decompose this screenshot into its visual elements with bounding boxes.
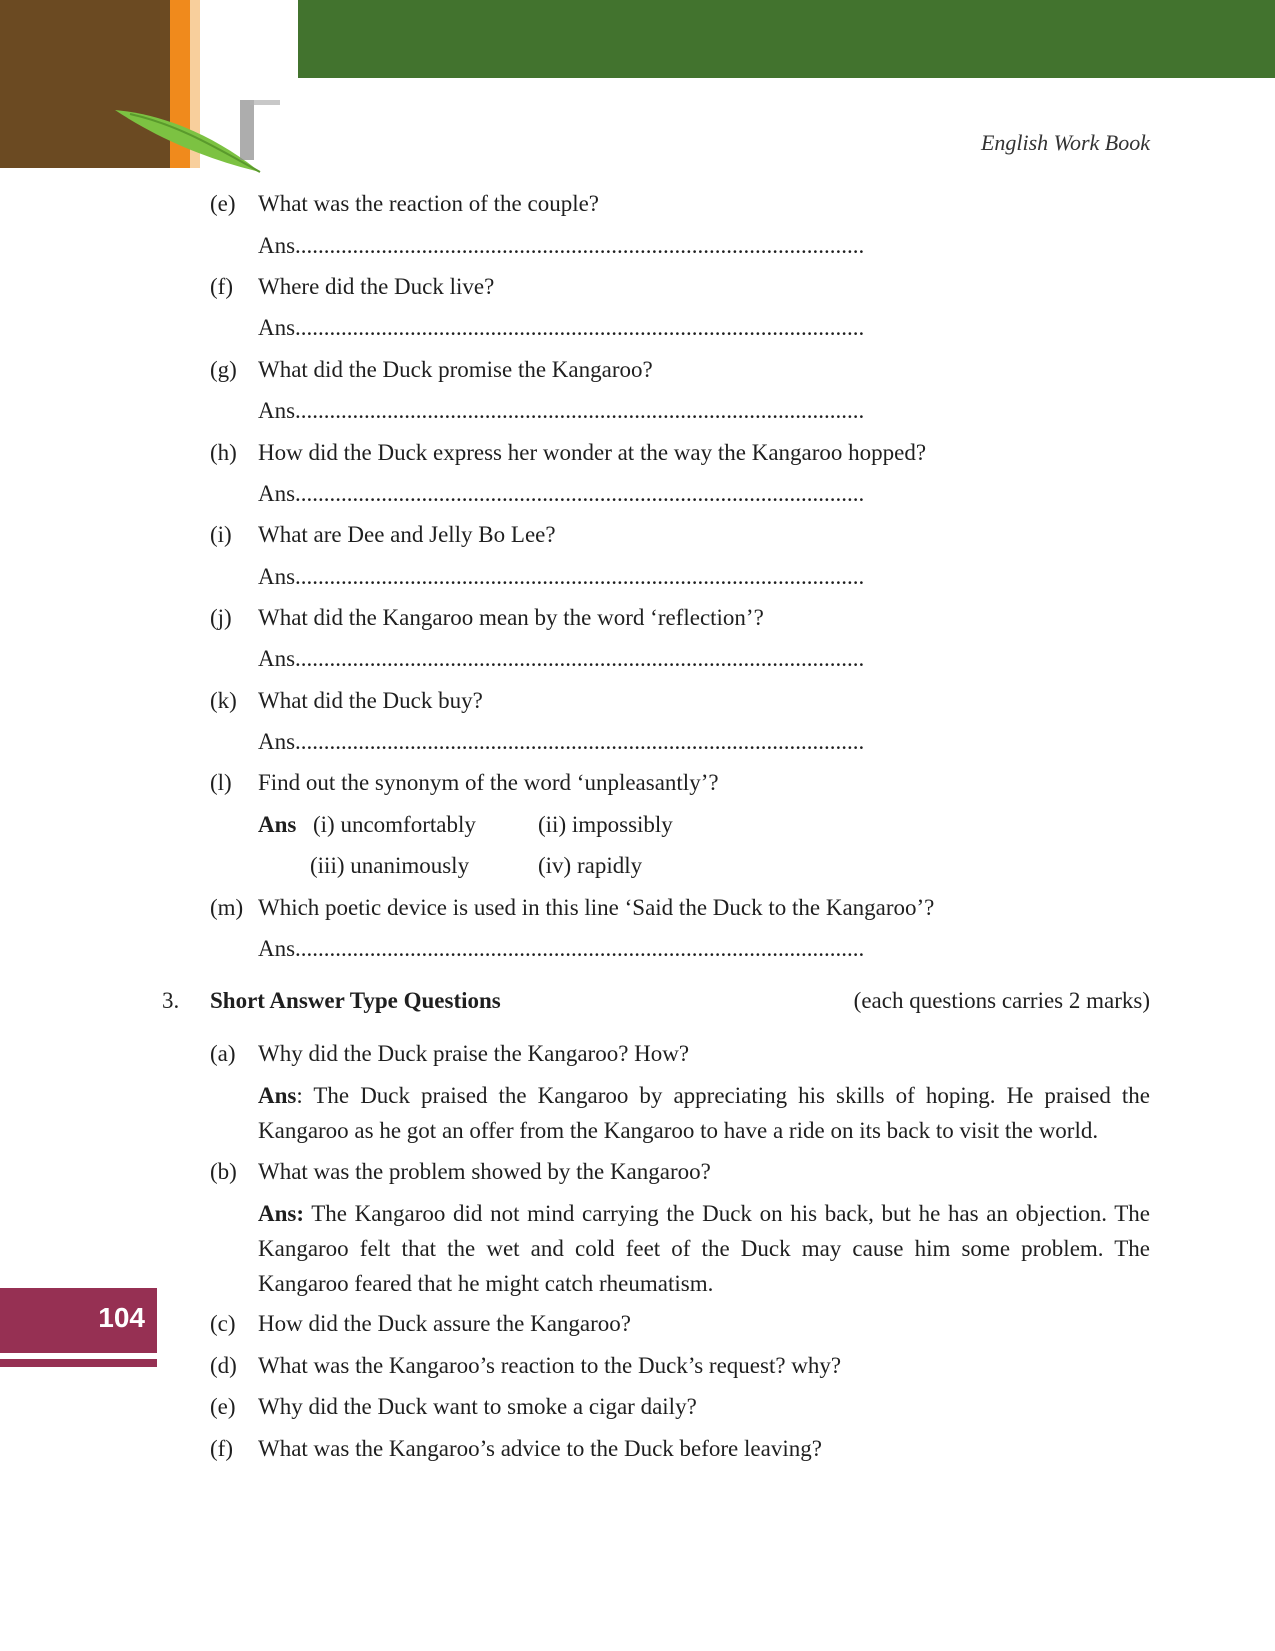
section-number: 3. [162,988,180,1013]
question-label: (f) [210,274,233,299]
book-title: English Work Book [980,130,1150,155]
question-text: What was the problem showed by the Kangaroo? [258,1159,711,1184]
answer-line: Ans................................................................................................... [258,398,865,423]
question-label: (d) [210,1353,237,1378]
answer-line: Ans................................................................................................... [258,729,865,754]
answer-line: Ans................................................................................................... [258,481,865,506]
leaf-decoration-icon [110,100,310,180]
option-4: (iv) rapidly [538,853,643,878]
question-text: What did the Kangaroo mean by the word ‘reflection’? [258,605,764,630]
question-label: (e) [210,191,236,216]
question-text: Which poetic device is used in this line ‘Said the Duck to the Kangaroo’? [258,895,935,920]
question-text: Where did the Duck live? [258,274,495,299]
question-text: What did the Duck buy? [258,688,483,713]
page-number-underline [0,1359,157,1367]
question-text: How did the Duck express her wonder at the way the Kangaroo hopped? [258,440,927,465]
header-green-bar [298,0,1275,78]
question-text: What was the Kangaroo’s advice to the Duck before leaving? [258,1436,822,1461]
page-number: 104 [98,1302,145,1333]
question-label: (a) [210,1041,236,1066]
answer-label: Ans [258,812,297,837]
answer-text: The Kangaroo did not mind carrying the Duck on his back, but he has an objection. The Kangaroo felt that the wet and cold feet of the Duck may cause him some problem. The Kangaroo feared that he might catch rheumatism. [258,1201,1150,1296]
question-label: (k) [210,688,237,713]
section-marks: (each questions carries 2 marks) [853,988,1150,1013]
question-text: Why did the Duck praise the Kangaroo? How? [258,1041,690,1066]
question-text: What was the reaction of the couple? [258,191,600,216]
section-title: Short Answer Type Questions [210,988,501,1013]
question-label: (c) [210,1311,236,1336]
question-label: (l) [210,770,232,795]
answer-paragraph [258,1196,1150,1301]
question-text: What was the Kangaroo’s reaction to the Duck’s request? why? [258,1353,842,1378]
question-text: Why did the Duck want to smoke a cigar daily? [258,1394,697,1419]
answer-line: Ans................................................................................................... [258,936,865,961]
answer-label: Ans [258,1083,297,1108]
question-text: What are Dee and Jelly Bo Lee? [258,522,556,547]
answer-paragraph [258,1078,1150,1148]
question-label: (i) [210,522,232,547]
answer-line: Ans................................................................................................... [258,233,865,258]
option-2: (ii) impossibly [538,812,673,837]
question-text: Find out the synonym of the word ‘unpleasantly’? [258,770,719,795]
answer-label: Ans: [258,1201,305,1226]
question-text: What did the Duck promise the Kangaroo? [258,357,653,382]
question-text: How did the Duck assure the Kangaroo? [258,1311,631,1336]
page-number-tab [0,1288,157,1353]
question-label: (g) [210,357,237,382]
answer-text: : The Duck praised the Kangaroo by appreciating his skills of hoping. He praised the Kangaroo as he got an offer from the Kangaroo to have a ride on its back to visit the world. [258,1083,1150,1143]
question-label: (e) [210,1394,236,1419]
option-3: (iii) unanimously [310,853,470,878]
answer-line: Ans................................................................................................... [258,315,865,340]
answer-line: Ans................................................................................................... [258,646,865,671]
question-label: (j) [210,605,232,630]
question-label: (h) [210,440,237,465]
question-label: (b) [210,1159,237,1184]
question-label: (f) [210,1436,233,1461]
option-1: (i) uncomfortably [313,812,476,837]
question-label: (m) [210,895,244,920]
answer-line: Ans................................................................................................... [258,564,865,589]
